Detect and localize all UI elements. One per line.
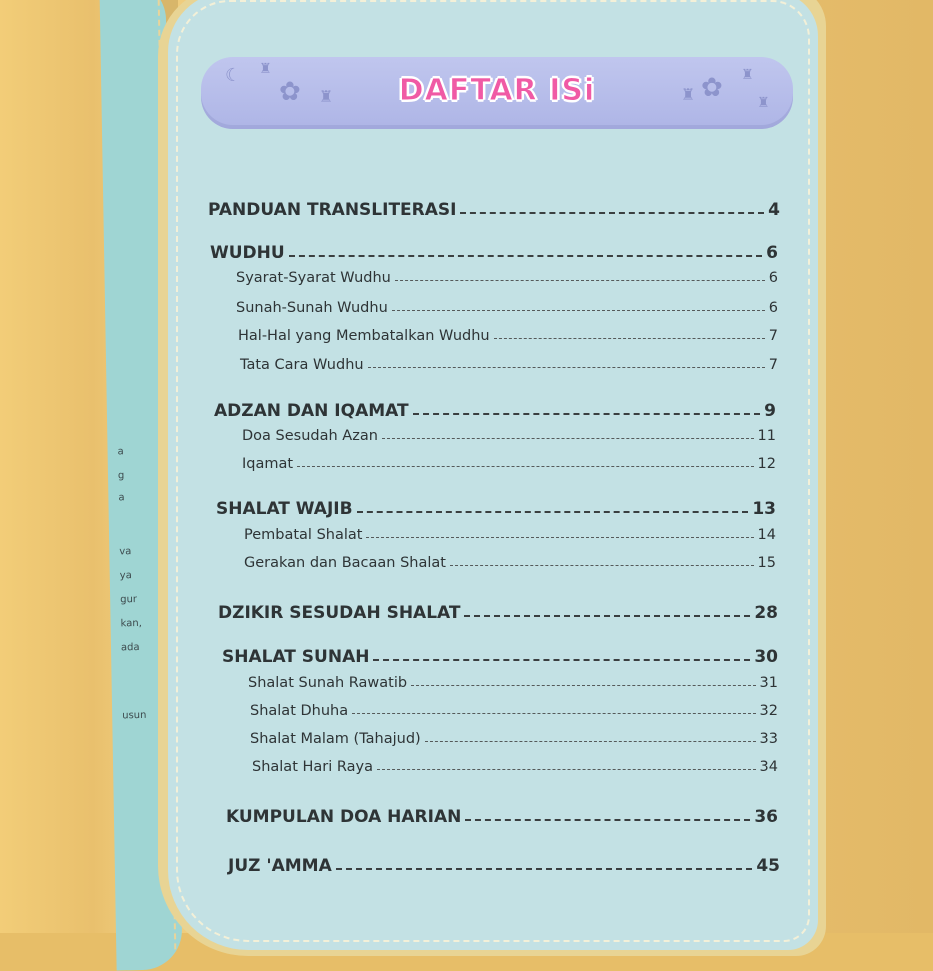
toc-page-number: 15 [757,555,776,571]
toc-page-number: 6 [768,270,778,286]
moon-icon: ☾ [225,65,242,86]
toc-subsection[interactable] [240,357,778,373]
toc-label: Tata Cara Wudhu [240,357,364,373]
toc-page-number: 6 [768,300,778,316]
toc-section[interactable] [214,401,776,421]
toc-page-number: 31 [759,675,778,691]
dot-leader [382,438,754,439]
toc-page-number: 13 [752,499,776,519]
lantern-icon: ♜ [741,67,754,83]
toc-page-number: 28 [754,603,778,623]
dot-leader [413,413,761,415]
dot-leader [357,511,749,513]
toc-page-number: 36 [754,807,778,827]
toc-section[interactable] [210,243,778,263]
toc-section[interactable] [216,499,776,519]
dot-leader [336,868,753,870]
toc-label: KUMPULAN DOA HARIAN [226,807,462,827]
page-title: DAFTAR ISi [398,73,596,108]
dot-leader [465,819,750,821]
dot-leader [366,537,753,538]
left-page-text: g [117,470,125,482]
left-page-text: ya [119,570,132,582]
dot-leader [411,685,755,686]
dot-leader [377,769,756,770]
toc-page-number: 7 [768,357,778,373]
toc-page-number: 4 [768,200,780,220]
dot-leader [425,741,756,742]
left-page-text: kan, [120,618,142,630]
left-page-text: a [117,446,124,458]
toc-page-number: 45 [756,856,780,876]
toc-page-number: 9 [764,401,776,421]
toc-page-number: 34 [759,759,778,775]
toc-subsection[interactable] [244,555,776,571]
dot-leader [460,212,764,214]
lantern-icon: ♜ [681,85,696,104]
toc-subsection[interactable] [242,428,776,444]
left-page-text: usun [122,709,147,722]
toc-subsection[interactable] [248,675,778,691]
dot-leader [289,255,762,257]
toc-label: SHALAT WAJIB [216,499,353,519]
toc-label: Sunah-Sunah Wudhu [236,300,388,316]
lantern-icon: ♜ [259,61,272,77]
toc-subsection[interactable] [238,328,778,344]
toc-label: DZIKIR SESUDAH SHALAT [218,603,461,623]
toc-label: Shalat Hari Raya [252,759,373,775]
dot-leader [494,338,765,339]
toc-section[interactable] [208,200,780,220]
toc-label: Gerakan dan Bacaan Shalat [244,555,446,571]
left-page-text: a [118,492,125,504]
toc-subsection[interactable] [236,270,778,286]
toc-label: WUDHU [210,243,285,263]
toc-subsection[interactable] [252,759,778,775]
toc-label: Shalat Sunah Rawatib [248,675,408,691]
toc-section[interactable] [226,807,778,827]
toc-page-number: 7 [768,328,778,344]
toc-section[interactable] [218,603,778,623]
toc-page-number: 12 [757,456,776,472]
toc-subsection[interactable] [236,300,778,316]
toc-subsection[interactable] [242,456,776,472]
flower-icon: ✿ [701,73,723,103]
toc-page-number: 14 [757,527,776,543]
toc-section[interactable] [222,647,778,667]
dot-leader [352,713,755,714]
dot-leader [392,310,765,311]
dot-leader [368,367,765,368]
toc-label: Doa Sesudah Azan [242,428,378,444]
toc-subsection[interactable] [250,703,778,719]
toc-label: Pembatal Shalat [244,527,363,543]
dot-leader [464,615,750,617]
left-page-text: va [119,546,132,558]
toc-label: Hal-Hal yang Membatalkan Wudhu [238,328,490,344]
toc-label: PANDUAN TRANSLITERASI [208,200,457,220]
toc-page-number: 33 [759,731,778,747]
toc-subsection[interactable] [250,731,778,747]
toc-page-number: 32 [759,703,778,719]
toc-label: JUZ 'AMMA [228,856,332,876]
lantern-icon: ♜ [757,95,770,111]
lantern-icon: ♜ [319,87,334,106]
flower-icon: ✿ [279,77,301,107]
toc-page-number: 6 [766,243,778,263]
toc-label: ADZAN DAN IQAMAT [214,401,409,421]
toc-page-number: 11 [757,428,776,444]
dot-leader [373,659,750,661]
dot-leader [395,280,765,281]
toc-label: Shalat Dhuha [250,703,349,719]
toc-subsection[interactable] [244,527,776,543]
toc-section[interactable] [228,856,780,876]
dot-leader [297,466,753,467]
left-page-text: ada [120,642,140,654]
toc-label: Iqamat [242,456,294,472]
left-page-text: gur [120,594,138,606]
toc-page-number: 30 [754,647,778,667]
toc-label: Syarat-Syarat Wudhu [236,270,391,286]
toc-label: SHALAT SUNAH [222,647,370,667]
toc-label: Shalat Malam (Tahajud) [250,731,421,747]
dot-leader [450,565,754,566]
